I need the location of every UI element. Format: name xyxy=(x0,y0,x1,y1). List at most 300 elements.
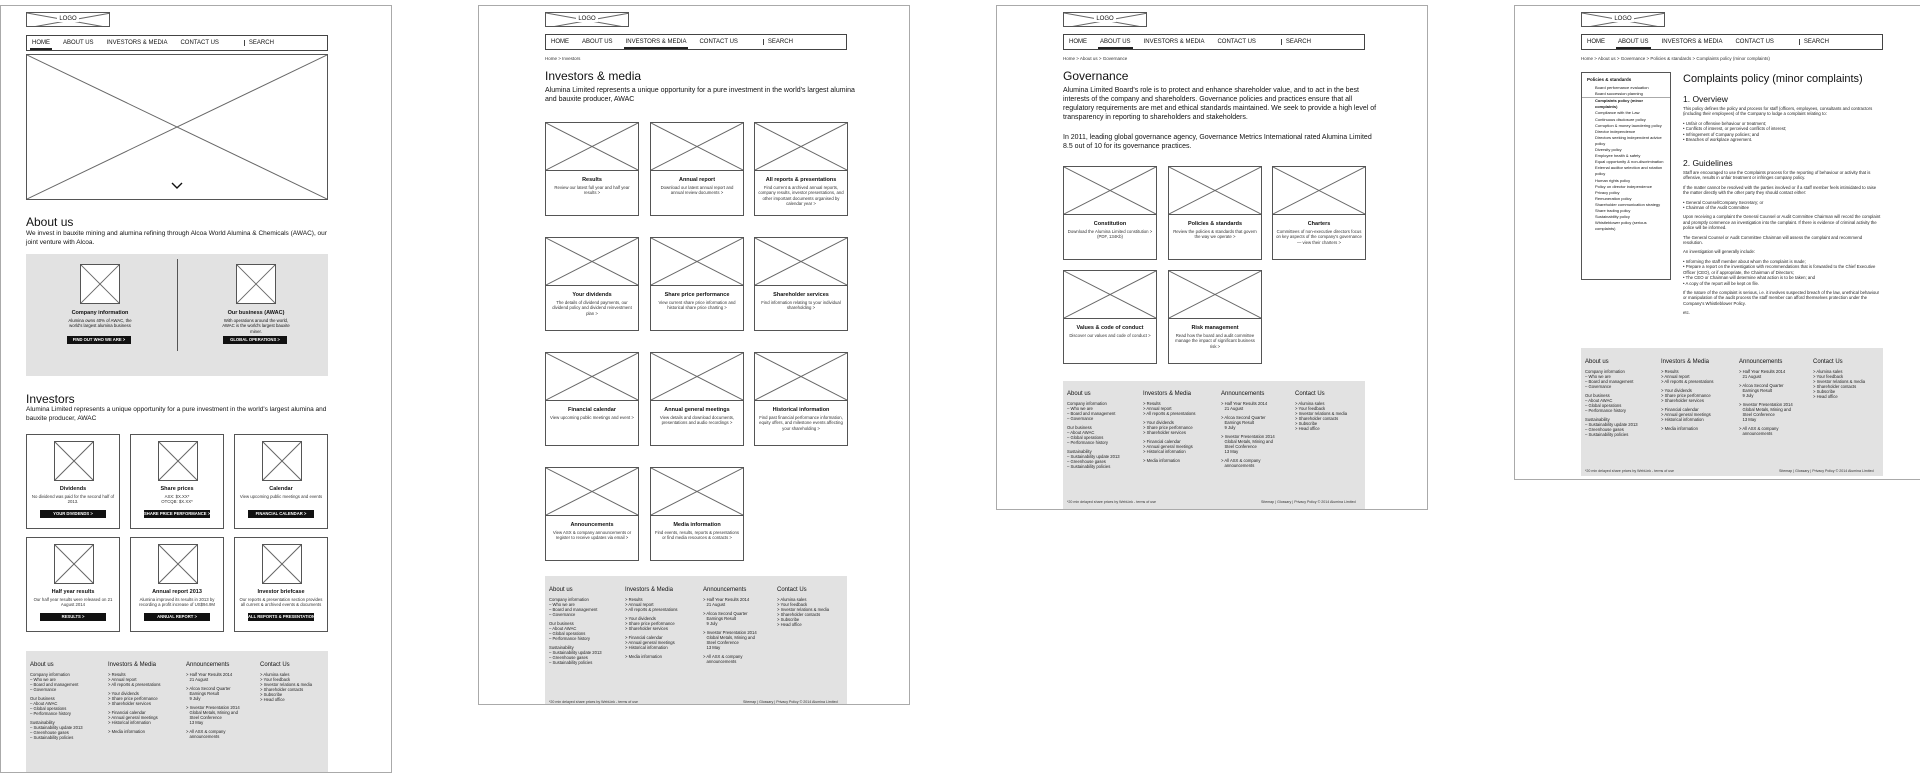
investor-card xyxy=(26,537,120,632)
footer-link[interactable]: – Greenhouse gases xyxy=(1067,459,1106,464)
nav-card[interactable] xyxy=(1272,166,1366,260)
footer-link[interactable]: > Your feedback xyxy=(260,677,291,682)
card-desc: Find events, results, reports & presentations or find media resources & contacts > xyxy=(654,530,740,541)
footer-link[interactable]: Earnings Result xyxy=(703,616,737,621)
footer-link[interactable]: > All reports & presentations xyxy=(1661,379,1714,384)
footer-link[interactable]: Company information xyxy=(549,597,589,602)
card-image xyxy=(1064,167,1156,215)
find-out-button[interactable]: FIND OUT WHO WE ARE > xyxy=(67,336,131,344)
nav-search[interactable]: SEARCH xyxy=(1281,39,1311,45)
card-desc: View upcoming public meetings and events xyxy=(239,494,323,499)
nav-about[interactable]: ABOUT US xyxy=(1100,39,1131,45)
nav-contact[interactable]: CONTACT US xyxy=(1735,39,1774,45)
footer-link[interactable]: > Annual report xyxy=(108,677,137,682)
nav-search[interactable]: SEARCH xyxy=(244,40,274,46)
footer-link[interactable]: Our business xyxy=(549,621,574,626)
footer-link[interactable]: > Annual report xyxy=(1143,406,1172,411)
guideline-paragraph: etc. xyxy=(1683,310,1690,316)
footer-link[interactable]: > Your dividends xyxy=(625,616,656,621)
main-nav xyxy=(545,34,847,50)
footer-link[interactable]: Sustainability xyxy=(1067,449,1092,454)
footer-link[interactable]: > Investor Presentation 2014 xyxy=(1739,402,1793,407)
sidebar-item[interactable]: Board performance evaluation xyxy=(1595,85,1649,91)
footer-link[interactable]: > Results xyxy=(108,672,126,677)
sidebar-item[interactable]: Remuneration policy xyxy=(1595,195,1632,201)
nav-card[interactable] xyxy=(1063,270,1157,364)
footer-link[interactable]: > Shareholder contacts xyxy=(260,687,304,692)
breadcrumb[interactable]: Home > Investors xyxy=(545,56,581,61)
chevron-down-icon[interactable] xyxy=(171,177,183,185)
footer-link[interactable]: – Sustainability policies xyxy=(549,660,593,665)
footer-link[interactable]: – Sustainability update 2013 xyxy=(1067,454,1120,459)
footer-link[interactable]: > Annual report xyxy=(625,602,654,607)
footer-link[interactable]: > Head office xyxy=(777,622,802,627)
footer-link[interactable]: Steel Conference xyxy=(186,715,222,720)
footer-link[interactable]: > Your dividends xyxy=(1661,388,1692,393)
nav-home[interactable]: HOME xyxy=(551,39,569,45)
footer-link[interactable]: Sustainability xyxy=(30,720,55,725)
footer-link[interactable]: – Sustainability update 2013 xyxy=(30,725,83,730)
footer-link[interactable]: > Annual general meetings xyxy=(1661,412,1711,417)
footer-link[interactable]: 13 May xyxy=(186,720,204,725)
sidebar-item[interactable]: Board succession planning xyxy=(1595,91,1643,97)
guideline-paragraph: • Informing the staff member about whom the complaint is made; • Prepare a report on the investigation with recommendations that is forwarded to the Chief Executive Officer (CEO), or if appropriate, the Chairman of Directors; • The CEO or Chairman will determine what action is to be taken; and • A copy of the report will be kept on file. xyxy=(1683,258,1876,286)
footer-link[interactable]: 21 August xyxy=(703,602,726,607)
footer-link[interactable]: > Your feedback xyxy=(1813,374,1844,379)
card-title: Media information xyxy=(673,522,721,528)
sidebar-item[interactable]: Privacy policy xyxy=(1595,189,1620,195)
footer-link[interactable]: – Who we are xyxy=(1585,374,1611,379)
nav-investors[interactable]: INVESTORS & MEDIA xyxy=(1143,39,1205,45)
footer-link[interactable]: > Alumina sales xyxy=(1813,369,1843,374)
footer-link[interactable]: > Media information xyxy=(108,729,145,734)
footer-link[interactable]: > Shareholder services xyxy=(625,626,668,631)
card-desc: Alumina improved its results in 2013 by recording a profit increase of US$94.9M xyxy=(139,597,215,608)
footer-link[interactable]: > Annual report xyxy=(1661,374,1690,379)
footer-link[interactable]: announcements xyxy=(186,734,220,739)
footer-link[interactable]: > Results xyxy=(1661,369,1679,374)
card-title: Calendar xyxy=(269,486,293,492)
card-button[interactable]: RESULTS > xyxy=(40,613,106,621)
nav-card[interactable] xyxy=(545,352,639,446)
footer-share-note[interactable]: *20 min delayed share prices by WebLink - terms of use xyxy=(1585,469,1675,473)
footer-link[interactable]: Global Metals, Mining and xyxy=(1739,407,1791,412)
footer-link[interactable]: > Media information xyxy=(625,654,662,659)
guideline-paragraph: Staff are encouraged to use the Complaints process for the reporting of behaviour or activity that is offensive, results in unfair treatment or infringes company policy. xyxy=(1683,170,1871,181)
card-desc: ASX: $X.XX* OTCQB: $X.XX* xyxy=(161,494,193,505)
footer-link[interactable]: Earnings Result xyxy=(1221,420,1255,425)
footer-link[interactable]: > Financial calendar xyxy=(625,635,663,640)
logo[interactable]: LOGO xyxy=(545,12,629,27)
footer-link[interactable]: > Results xyxy=(1143,401,1161,406)
card-title: Results xyxy=(582,177,602,183)
breadcrumb[interactable]: Home > About us > Governance > Policies & standards > Complaints policy (minor complaints) xyxy=(1581,56,1770,61)
footer-link[interactable]: – Sustainability policies xyxy=(1067,464,1111,469)
footer-link[interactable]: – Governance xyxy=(549,612,576,617)
nav-home[interactable]: HOME xyxy=(1069,39,1087,45)
footer-link[interactable]: – Greenhouse gases xyxy=(549,655,588,660)
footer-link[interactable]: > Subscribe xyxy=(1295,421,1318,426)
nav-card[interactable] xyxy=(754,352,848,446)
footer-link[interactable]: > Historical information xyxy=(625,645,668,650)
guideline-paragraph: If the matter cannot be resolved with the parties involved or if a staff member feels intimidated to raise the matter directly with the other party they should contact either: xyxy=(1683,184,1877,196)
footer-link[interactable]: > Investor Presentation 2014 xyxy=(703,630,757,635)
investors-text: Alumina Limited represents a unique opportunity for a pure investment in the world's largest alumina and bauxite producer, AWAC xyxy=(26,406,327,422)
sidebar-item[interactable]: Sustainability policy xyxy=(1595,214,1630,220)
footer-link[interactable]: > Half Year Results 2014 xyxy=(1739,369,1786,374)
footer-link[interactable]: > Media information xyxy=(1661,426,1698,431)
footer-link[interactable]: Steel Conference xyxy=(703,640,739,645)
footer-link[interactable]: > Financial calendar xyxy=(108,710,146,715)
footer-announcements: Announcements > Half Year Results 2014 21 August > Alcoa Second Quarter Earnings Result 9 July > Investor Presentation 2014 Global Metals, Mining and Steel Conference 13 May > All ASX & company announcements xyxy=(186,663,262,739)
nav-home[interactable]: HOME xyxy=(1587,39,1605,45)
card-button[interactable]: YOUR DIVIDENDS > xyxy=(40,510,106,518)
footer-contact: Contact Us > Alumina sales > Your feedback > Investor relations & media > Shareholder contacts > Subscribe > Head office xyxy=(1295,392,1363,431)
footer-link[interactable]: – Who we are xyxy=(1067,406,1093,411)
logo[interactable]: LOGO xyxy=(1063,12,1147,27)
footer-link[interactable]: > Head office xyxy=(260,697,285,702)
nav-about[interactable]: ABOUT US xyxy=(63,40,94,46)
footer-links[interactable]: Sitemap | Glossary | Privacy Policy © 2014 Alumina Limited xyxy=(743,700,838,704)
footer-link[interactable]: > Your dividends xyxy=(108,691,139,696)
footer-link[interactable]: – Performance history xyxy=(1585,408,1626,413)
footer-link[interactable]: Sustainability xyxy=(1585,417,1610,422)
nav-contact[interactable]: CONTACT US xyxy=(699,39,738,45)
card-title: Historical information xyxy=(772,407,830,413)
footer-link[interactable]: 13 May xyxy=(703,645,721,650)
guideline-paragraph: The General Counsel or Audit Committee Chairman will assess the complaint and recommend resolution. xyxy=(1683,234,1863,246)
footer-link[interactable]: – Global operations xyxy=(1067,435,1104,440)
page-intro-2: In 2011, leading global governance agency, Governance Metrics International rated Alumina Limited 8.5 out of 10 for its governance practices. xyxy=(1063,134,1372,150)
footer-link[interactable]: – Governance xyxy=(1067,416,1094,421)
footer-link[interactable]: > Subscribe xyxy=(777,617,800,622)
logo[interactable]: LOGO xyxy=(26,12,110,27)
investor-card xyxy=(26,434,120,529)
footer-link[interactable]: > Annual general meetings xyxy=(108,715,158,720)
footer-links[interactable]: Sitemap | Glossary | Privacy Policy © 2014 Alumina Limited xyxy=(1779,469,1874,473)
footer-link[interactable]: – Governance xyxy=(1585,384,1612,389)
footer-link[interactable]: Global Metals, Mining and xyxy=(186,710,238,715)
sidebar-item[interactable]: Directors seeking independent advice policy xyxy=(1595,134,1662,146)
footer-link[interactable]: > Results xyxy=(625,597,643,602)
card-image xyxy=(651,468,743,516)
footer-about: About us Company information – Who we are – Board and management – Governance Our business – About AWAC – Global operations – Performance history Sustainability – Sustainability update 2013 – Greenhouse gases – Sustainability policies xyxy=(30,663,106,740)
footer-link[interactable]: 21 August xyxy=(1739,374,1762,379)
footer-link[interactable]: – Greenhouse gases xyxy=(30,730,69,735)
card-image xyxy=(262,544,302,584)
footer-link[interactable]: – Who we are xyxy=(30,677,56,682)
footer-link[interactable]: > Alumina sales xyxy=(1295,401,1325,406)
footer-investors: Investors & Media > Results > Annual report > All reports & presentations > Your dividends > Share price performance > Shareholder services > Financial calendar > Annual general meetings > Historical information > Media information xyxy=(108,663,184,734)
nav-card[interactable] xyxy=(650,467,744,561)
nav-card[interactable] xyxy=(754,237,848,331)
card-image xyxy=(755,353,847,401)
breadcrumb[interactable]: Home > About us > Governance xyxy=(1063,56,1128,61)
card-title: Values & code of conduct xyxy=(1076,325,1144,331)
footer-link[interactable]: – Performance history xyxy=(1067,440,1108,445)
sidebar-item[interactable]: Continuous disclosure policy xyxy=(1595,116,1646,122)
nav-card[interactable] xyxy=(545,122,639,216)
our-business-title: Our business (AWAC) xyxy=(227,310,285,316)
nav-home[interactable]: HOME xyxy=(32,40,50,46)
footer-link[interactable]: > Shareholder services xyxy=(1143,430,1186,435)
footer-link[interactable]: > Your feedback xyxy=(777,602,808,607)
nav-card[interactable] xyxy=(754,122,848,216)
footer-link[interactable]: > Financial calendar xyxy=(1143,439,1181,444)
wireframe-investors xyxy=(478,5,910,705)
nav-investors[interactable]: INVESTORS & MEDIA xyxy=(625,39,687,45)
sidebar-item[interactable]: Employee health & safety xyxy=(1595,153,1641,159)
footer-link[interactable]: – Global operations xyxy=(30,706,67,711)
logo[interactable]: LOGO xyxy=(1581,12,1665,27)
footer-link[interactable]: > All reports & presentations xyxy=(1143,411,1196,416)
footer-link[interactable]: Earnings Result xyxy=(1739,388,1773,393)
card-button[interactable]: SHARE PRICE PERFORMANCE > xyxy=(144,511,211,516)
guidelines-heading: 2. Guidelines xyxy=(1683,158,1733,168)
card-title: Share price performance xyxy=(664,292,730,298)
footer-link[interactable]: > All reports & presentations xyxy=(108,682,161,687)
sidebar-item[interactable]: External auditor selection and rotation policy xyxy=(1595,165,1663,177)
footer-link[interactable]: – Global operations xyxy=(549,631,586,636)
footer-link[interactable]: > Share price performance xyxy=(1661,393,1711,398)
nav-contact[interactable]: CONTACT US xyxy=(180,40,219,46)
investor-card xyxy=(130,537,224,632)
footer-link[interactable]: > Share price performance xyxy=(108,696,158,701)
footer-link[interactable]: > Head office xyxy=(1295,426,1320,431)
investor-card xyxy=(130,434,224,529)
footer-link[interactable]: announcements xyxy=(1221,463,1255,468)
footer-link[interactable]: Sustainability xyxy=(549,645,574,650)
nav-investors[interactable]: INVESTORS & MEDIA xyxy=(106,40,168,46)
footer-link[interactable]: Company information xyxy=(1585,369,1625,374)
footer-link[interactable]: > Alcoa Second Quarter xyxy=(1221,415,1266,420)
footer-link[interactable]: > Shareholder contacts xyxy=(777,612,821,617)
footer-link[interactable]: > Half Year Results 2014 xyxy=(1221,401,1268,406)
footer-link[interactable]: > Alumina sales xyxy=(260,672,290,677)
footer-link[interactable]: > All ASX & company xyxy=(186,729,226,734)
footer-link[interactable]: 13 May xyxy=(1221,449,1239,454)
footer-link[interactable]: – Sustainability policies xyxy=(1585,432,1629,437)
sidebar-item[interactable]: Human rights policy xyxy=(1595,177,1631,183)
footer-link[interactable]: > Media information xyxy=(1143,458,1180,463)
sidebar-item[interactable]: Complaints policy (minor complaints) xyxy=(1582,97,1670,110)
footer-link[interactable]: Company information xyxy=(30,672,70,677)
footer-link[interactable]: Earnings Result xyxy=(186,691,220,696)
footer-link[interactable]: > Investor relations & media xyxy=(1295,411,1348,416)
footer-link[interactable]: > Your dividends xyxy=(1143,420,1174,425)
footer-link[interactable]: announcements xyxy=(703,659,737,664)
nav-investors[interactable]: INVESTORS & MEDIA xyxy=(1661,39,1723,45)
sidebar-item[interactable]: Director independence xyxy=(1595,128,1636,134)
card-title: Policies & standards xyxy=(1187,221,1243,227)
sidebar-item[interactable]: Policy on director independence xyxy=(1595,183,1652,189)
footer-link[interactable]: > Half Year Results 2014 xyxy=(186,672,233,677)
footer-link[interactable]: – Board and management xyxy=(549,607,598,612)
footer-link[interactable]: – About AWAC xyxy=(549,626,577,631)
footer-about: About us Company information – Who we are – Board and management – Governance Our business – About AWAC – Global operations – Performance history Sustainability – Sustainability update 2013 – Greenhouse gases – Sustainability policies xyxy=(549,588,625,665)
card-image xyxy=(1273,167,1365,215)
card-title: Share prices xyxy=(160,486,194,492)
footer-link[interactable]: – Performance history xyxy=(30,711,71,716)
footer-link[interactable]: – Who we are xyxy=(549,602,575,607)
card-desc: View details and download documents, presentations and audio recordings > xyxy=(659,415,735,426)
sidebar-item[interactable]: Corruption & money laundering policy xyxy=(1595,122,1662,128)
nav-search[interactable]: SEARCH xyxy=(1799,39,1829,45)
card-button[interactable]: FINANCIAL CALENDAR > xyxy=(248,510,314,518)
footer-link[interactable]: 9 July xyxy=(703,621,718,626)
card-desc: View upcoming public meetings and event > xyxy=(550,415,634,420)
footer-link[interactable]: > Investor relations & media xyxy=(777,607,830,612)
nav-search[interactable]: SEARCH xyxy=(763,39,793,45)
nav-about[interactable]: ABOUT US xyxy=(1618,39,1649,45)
card-desc: Our reports & presentation section provides all current & archived events & documents xyxy=(239,597,323,608)
card-image xyxy=(651,123,743,171)
card-image xyxy=(1169,271,1261,319)
sidebar-item[interactable]: Equal opportunity & non-discrimination xyxy=(1595,159,1664,165)
nav-card[interactable] xyxy=(1168,166,1262,260)
overview-text: This policy defines the policy and process for staff (officers, employees, consultants and contractors (including their employees) of the Company to lodge a complaint relating to: • Unfair or offensive behaviour or treatment; • Conflicts of interest, or perceived conflicts of interest; • Infringement of Company policies; and • Breaches of workplace agreement. xyxy=(1683,106,1873,143)
investor-card xyxy=(234,434,328,529)
footer-link[interactable]: > Alcoa Second Quarter xyxy=(1739,383,1784,388)
card-desc: View ASX & company announcements or register to receive updates via email > xyxy=(552,530,632,541)
nav-card[interactable] xyxy=(650,237,744,331)
page-title: Governance xyxy=(1063,69,1129,83)
footer-link[interactable]: > Share price performance xyxy=(1143,425,1193,430)
footer-link[interactable]: > All ASX & company xyxy=(1221,458,1261,463)
sidebar-item[interactable]: Shareholder communication strategy xyxy=(1595,201,1661,207)
footer-link[interactable]: > Your feedback xyxy=(1295,406,1326,411)
sidebar-item[interactable]: Compliance with the Law xyxy=(1595,110,1640,116)
footer-link[interactable]: > Investor relations & media xyxy=(260,682,313,687)
card-title: Annual report 2013 xyxy=(152,589,202,595)
nav-card[interactable] xyxy=(545,237,639,331)
nav-card[interactable] xyxy=(650,352,744,446)
wireframe-governance xyxy=(996,5,1428,510)
footer-link[interactable]: > Investor Presentation 2014 xyxy=(1221,434,1275,439)
card-title: Financial calendar xyxy=(568,407,616,413)
footer-link[interactable]: > Shareholder services xyxy=(108,701,151,706)
card-title: Annual general meetings xyxy=(664,407,730,413)
overview-heading: 1. Overview xyxy=(1683,94,1728,104)
footer-link[interactable]: announcements xyxy=(1739,431,1773,436)
footer-link[interactable]: > Annual general meetings xyxy=(625,640,675,645)
footer-link[interactable]: > Subscribe xyxy=(260,692,283,697)
footer-link[interactable]: > Historical information xyxy=(1143,449,1186,454)
footer-link[interactable]: > Investor Presentation 2014 xyxy=(186,705,240,710)
footer-link[interactable]: 13 May xyxy=(1739,417,1757,422)
card-desc: Find information relating to your individual shareholding > xyxy=(761,300,841,311)
footer-link[interactable]: – Sustainability update 2013 xyxy=(1585,422,1638,427)
sidebar-item[interactable]: Diversity policy xyxy=(1595,147,1622,153)
card-button[interactable]: ALL REPORTS & PRESENTATIONS > xyxy=(248,614,322,619)
card-title: Risk management xyxy=(1191,325,1239,331)
our-business-icon xyxy=(236,264,276,304)
footer-link[interactable]: 9 July xyxy=(186,696,201,701)
guideline-paragraph: • General Counsel/Company Secretary; or • Chairman of the Audit Committee xyxy=(1683,199,1764,211)
footer-share-note[interactable]: *20 min delayed share prices by WebLink - terms of use xyxy=(1067,500,1157,504)
footer-link[interactable]: > Alcoa Second Quarter xyxy=(186,686,231,691)
main-nav xyxy=(26,35,328,51)
footer-link[interactable]: – About AWAC xyxy=(1067,430,1095,435)
footer-link[interactable]: – Performance history xyxy=(549,636,590,641)
global-operations-button[interactable]: GLOBAL OPERATIONS > xyxy=(223,336,287,344)
footer-link[interactable]: > Shareholder contacts xyxy=(1295,416,1339,421)
footer-link[interactable]: Steel Conference xyxy=(1221,444,1257,449)
sidebar-item[interactable]: Share trading policy xyxy=(1595,207,1631,213)
card-button[interactable]: ANNUAL REPORT > xyxy=(144,613,210,621)
footer-link[interactable]: > All ASX & company xyxy=(703,654,743,659)
guideline-paragraph: Upon receiving a complaint the General Counsel or Audit Committee Chairman will record the complaint and promptly commence an investigation into the complaint. If there is evidence of criminal activity the police will be informed. xyxy=(1683,214,1881,231)
footer-link[interactable]: > Shareholder contacts xyxy=(1813,384,1857,389)
nav-card[interactable] xyxy=(545,467,639,561)
footer-link[interactable]: > Historical information xyxy=(108,720,151,725)
card-image xyxy=(651,238,743,286)
card-desc: Our half year results were released on 21 August 2014 xyxy=(33,597,113,608)
footer-link[interactable]: – Board and management xyxy=(1067,411,1116,416)
wireframe-complaints-policy xyxy=(1514,5,1920,480)
footer-link[interactable]: 9 July xyxy=(1739,393,1754,398)
footer-link[interactable]: – Board and management xyxy=(30,682,79,687)
footer-link[interactable]: > Head office xyxy=(1813,394,1838,399)
main-nav xyxy=(1063,34,1365,50)
footer-link[interactable]: – About AWAC xyxy=(30,701,58,706)
footer-link[interactable]: 21 August xyxy=(1221,406,1244,411)
card-title: Constitution xyxy=(1093,221,1127,227)
footer-link[interactable]: > Half Year Results 2014 xyxy=(703,597,750,602)
footer-link[interactable]: > Historical information xyxy=(1661,417,1704,422)
footer-share-note[interactable]: *20 min delayed share prices by WebLink - terms of use xyxy=(549,700,639,704)
footer-link[interactable]: – Sustainability update 2013 xyxy=(549,650,602,655)
footer-link[interactable]: > Alumina sales xyxy=(777,597,807,602)
card-title: Dividends xyxy=(59,486,87,492)
footer-link[interactable]: Our business xyxy=(1585,393,1610,398)
footer-link[interactable]: Our business xyxy=(1067,425,1092,430)
nav-about[interactable]: ABOUT US xyxy=(582,39,613,45)
footer-links[interactable]: Sitemap | Glossary | Privacy Policy © 2014 Alumina Limited xyxy=(1261,500,1356,504)
footer-link[interactable]: – Sustainability policies xyxy=(30,735,74,740)
footer-link[interactable]: – Greenhouse gases xyxy=(1585,427,1624,432)
footer-link[interactable]: Company information xyxy=(1067,401,1107,406)
footer-link[interactable]: > Annual general meetings xyxy=(1143,444,1193,449)
sidebar-item[interactable]: Whistleblower policy (serious complaints) xyxy=(1595,220,1647,232)
footer-link[interactable]: > Share price performance xyxy=(625,621,675,626)
footer-link[interactable]: > All reports & presentations xyxy=(625,607,678,612)
footer-link[interactable]: > Subscribe xyxy=(1813,389,1836,394)
nav-contact[interactable]: CONTACT US xyxy=(1217,39,1256,45)
card-image xyxy=(1064,271,1156,319)
card-image xyxy=(546,468,638,516)
footer-link[interactable]: – Board and management xyxy=(1585,379,1634,384)
footer-link[interactable]: 21 August xyxy=(186,677,209,682)
footer-link[interactable]: > All ASX & company xyxy=(1739,426,1779,431)
footer-link[interactable]: – About AWAC xyxy=(1585,398,1613,403)
footer-link[interactable]: Steel Conference xyxy=(1739,412,1775,417)
nav-card[interactable] xyxy=(1063,166,1157,260)
footer-link[interactable]: – Global operations xyxy=(1585,403,1622,408)
footer-link[interactable]: Global Metals, Mining and xyxy=(1221,439,1273,444)
footer-link[interactable]: > Financial calendar xyxy=(1661,407,1699,412)
card-desc: Find current & archived annual reports, company results, investor presentations, and other important documents organised by calendar year > xyxy=(758,185,844,206)
footer-link[interactable]: 9 July xyxy=(1221,425,1236,430)
footer-link[interactable]: > Investor relations & media xyxy=(1813,379,1866,384)
footer-link[interactable]: > Shareholder services xyxy=(1661,398,1704,403)
footer-link[interactable]: – Governance xyxy=(30,687,57,692)
footer-link[interactable]: Our business xyxy=(30,696,55,701)
footer-link[interactable]: > Alcoa Second Quarter xyxy=(703,611,748,616)
nav-card[interactable] xyxy=(650,122,744,216)
footer-link[interactable]: Global Metals, Mining and xyxy=(703,635,755,640)
nav-card[interactable] xyxy=(1168,270,1262,364)
